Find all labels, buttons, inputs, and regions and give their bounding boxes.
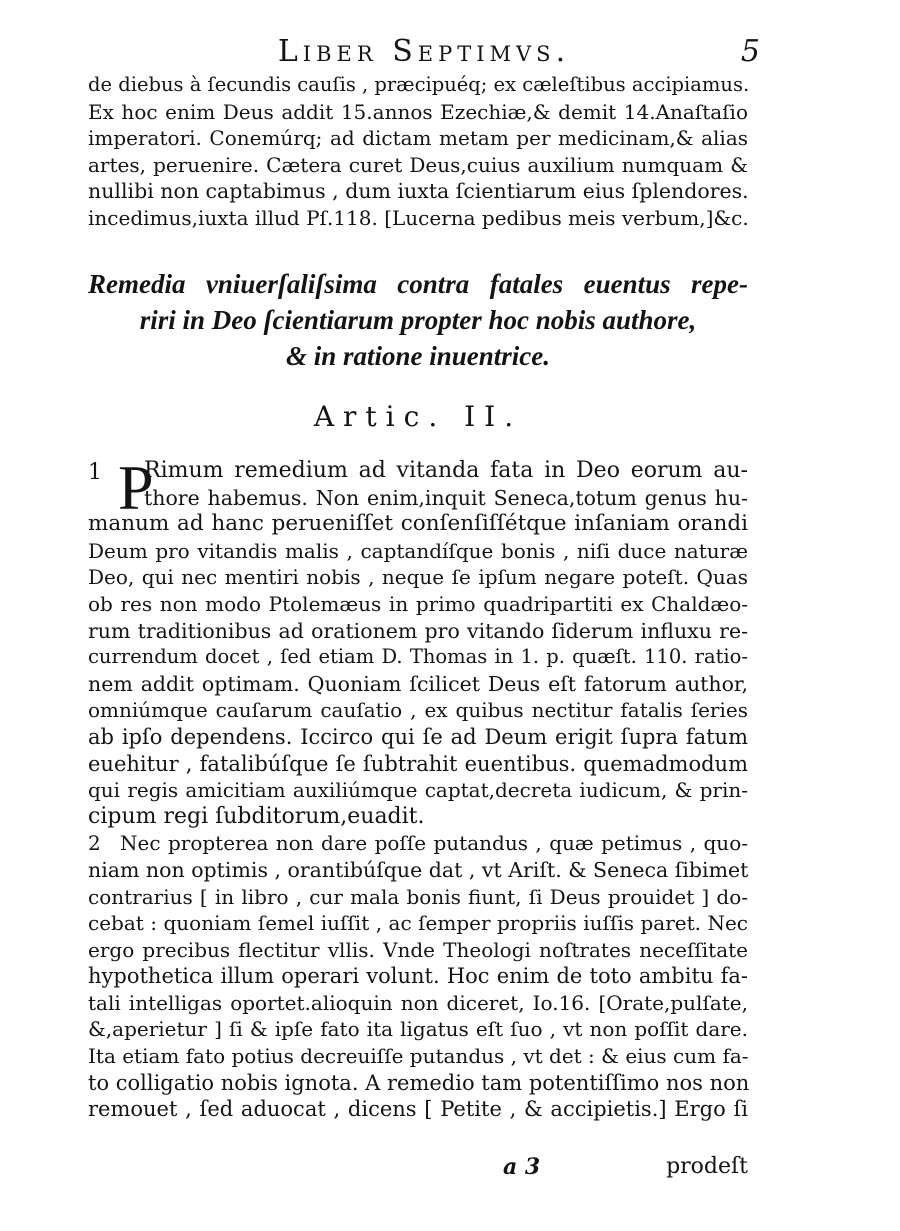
signature-mark: a 3 xyxy=(503,1154,541,1180)
text-line: ab ipſo dependens. Iccirco qui ſe ad Deum erigit ſupra fatum xyxy=(88,724,748,749)
text-line: ergo precibus flectitur vllis. Vnde Theologi noſtrates neceſſitate xyxy=(88,937,748,962)
text-line: currendum docet , ſed etiam D. Thomas in 1. p. quæſt. 110. ratio- xyxy=(88,645,748,669)
heading-line: Remedia vniuerſaliſsima contra fatales euentus repe- xyxy=(88,269,748,299)
paragraph-number: 2 xyxy=(88,831,101,856)
running-head: Liber Septimvs. xyxy=(277,34,571,69)
catchword: prodeſt xyxy=(666,1154,748,1179)
text-line: incedimus,iuxta illud Pſ.118. [Lucerna pedibus meis verbum,]&c. xyxy=(88,205,749,230)
text-line: ob res non modo Ptolemæus in primo quadripartiti ex Chaldæo- xyxy=(88,591,748,616)
text-line: contrarius [ in libro , cur mala bonis fiunt, ſi Deus prouidet ] do- xyxy=(88,884,748,909)
text-line: tali intelligas oportet.alioquin non diceret, Io.16. [Orate,pulſate, xyxy=(88,990,748,1015)
text-line: euehitur , fatalibúſque ſe ſubtrahit euentibus. quemadmodum xyxy=(88,751,748,776)
text-line: omniúmque cauſarum cauſatio , ex quibus nectitur fatalis ſeries xyxy=(88,698,748,723)
text-line: de diebus à ſecundis cauſis , præcipuéq; ex cæleſtibus accipiamus. xyxy=(88,73,750,96)
text-line: Ex hoc enim Deus addit 15.annos Ezechiæ,& demit 14.Anaſtaſio xyxy=(88,99,748,124)
text-line: niam non optimis , orantibúſque dat , vt Ariſt. & Seneca ſibimet xyxy=(88,857,749,882)
text-line: nem addit optimam. Quoniam ſcilicet Deus eſt fatorum author, xyxy=(88,671,748,696)
text-line: cipum regi ſubditorum,euadit. xyxy=(88,803,425,829)
drop-capital: P xyxy=(118,452,154,523)
paragraph-number: 1 xyxy=(88,460,102,485)
text-line: thore habemus. Non enim,inquit Seneca,totum genus hu- xyxy=(144,485,748,510)
heading-line: riri in Deo ſcientiarum propter hoc nobis authore, xyxy=(139,305,697,335)
text-line: &,aperietur ] ſi & ipſe fato ita ligatus eſt ſuo , vt non poſſit dare. xyxy=(88,1017,748,1042)
text-line: remouet , ſed aduocat , dicens [ Petite , & accipietis.] Ergo ſi xyxy=(88,1097,748,1122)
paragraph-1 xyxy=(88,452,750,1123)
section-heading xyxy=(88,266,748,374)
text-line: Deo, qui nec mentiri nobis , neque ſe ipſum negare poteſt. Quas xyxy=(88,565,748,590)
text-line: nullibi non captabimus , dum iuxta ſcientiarum eius ſplendores. xyxy=(88,179,749,204)
text-line: manum ad hanc perueniſſet conſenſiſſétque inſaniam orandi xyxy=(88,511,748,537)
text-line: imperatori. Conemúrq; ad dictam metam per medicinam,& alias xyxy=(88,126,748,151)
text-line: qui regis amicitiam auxiliúmque captat,decreta iudicum, & prin- xyxy=(88,778,748,803)
article-title: Artic. II. xyxy=(313,400,523,433)
page-footer xyxy=(88,1154,748,1184)
text-line: Deum pro vitandis malis , captandíſque bonis , niſi duce naturæ xyxy=(88,538,748,563)
page-number: 5 xyxy=(740,34,760,69)
intro-paragraph xyxy=(88,72,748,232)
text-line: hypothetica illum operari volunt. Hoc enim de toto ambitu fa- xyxy=(88,964,748,989)
text-line: Rimum remedium ad vitanda fata in Deo eorum au- xyxy=(144,458,748,483)
text-line: to colligatio nobis ignota. A remedio tam potentiſſimo nos non xyxy=(88,1070,750,1095)
text-line-content: Nec propterea non dare poſſe putandus , quæ petimus , quo- xyxy=(120,831,748,856)
text-line xyxy=(88,830,748,857)
text-line: rum traditionibus ad orationem pro vitando ſiderum influxu re- xyxy=(88,618,748,643)
text-line: Ita etiam fato potius decreuiſſe putandus , vt det : & eius cum fa- xyxy=(88,1044,749,1069)
text-line: cebat : quoniam ſemel iuſſit , ac ſemper propriis iuſſis paret. Nec xyxy=(88,911,748,936)
text-line: artes, peruenire. Cætera curet Deus,cuius auxilium numquam & xyxy=(88,152,748,177)
heading-line: & in ratione inuentrice. xyxy=(285,341,551,371)
